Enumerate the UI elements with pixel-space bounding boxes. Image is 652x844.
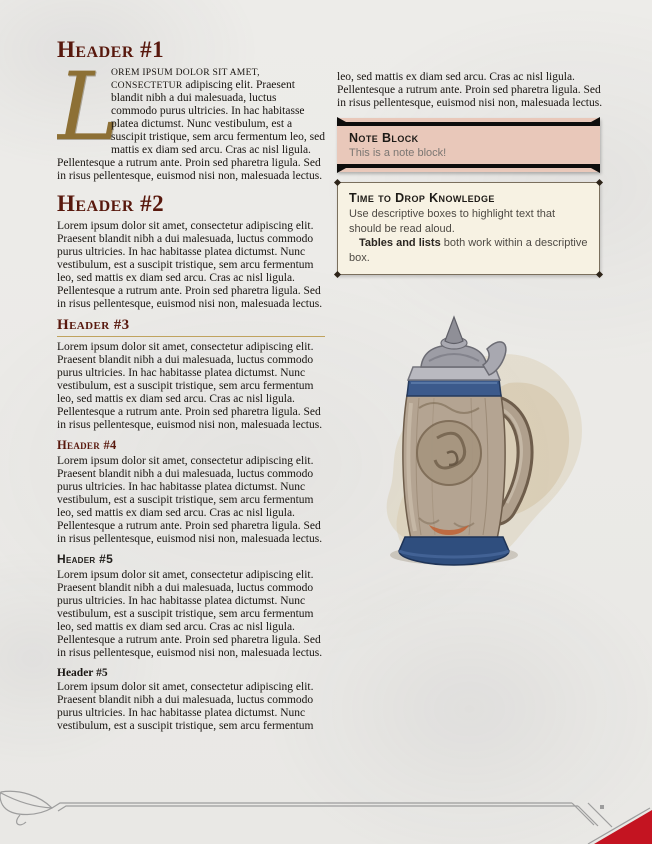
right-column <box>337 38 607 588</box>
paragraph-header2: Lorem ipsum dolor sit amet, consectetur adipiscing elit. Praesent blandit nibh a dui malesuada, luctus commodo purus ultricies. In hac habitasse platea dictumst. Nunc vestibulum, est a suscipit tristique, sem arcu fermentum leo, sed mattis ex diam sed arcu. Cras ac nisl ligula. Pellentesque a rutrum ante. Proin sed pharetra ligula. Sed in risus pellentesque, euismod nisi non, malesuada lectus. <box>57 220 323 310</box>
note-block-body: This is a note block! <box>349 147 447 159</box>
paragraph-header4: Lorem ipsum dolor sit amet, consectetur adipiscing elit. Praesent blandit nibh a dui malesuada, luctus commodo purus ultricies. In hac habitasse platea dictumst. Nunc vestibulum, est a suscipit tristique, sem arcu fermentum leo, sed mattis ex diam sed arcu. Cras ac nisl ligula. Pellentesque a rutrum ante. Proin sed pharetra ligula. Sed in risus pellentesque, euismod nisi non, malesuada lectus. <box>57 455 323 545</box>
corner-dot-icon <box>334 179 341 186</box>
section-header-3: Header #3 <box>57 318 325 337</box>
corner-dot-icon <box>596 271 603 278</box>
note-block <box>337 118 600 172</box>
descriptive-box-line1: Use descriptive boxes to highlight text that should be read aloud. <box>349 208 556 235</box>
paragraph-header3: Lorem ipsum dolor sit amet, consectetur adipiscing elit. Praesent blandit nibh a dui malesuada, luctus commodo purus ultricies. In hac habitasse platea dictumst. Nunc vestibulum, est a suscipit tristique, sem arcu fermentum leo, sed mattis ex diam sed arcu. Cras ac nisl ligula. Pellentesque a rutrum ante. Proin sed pharetra ligula. Sed in risus pellentesque, euismod nisi non, malesuada lectus. <box>57 341 323 431</box>
continuation-paragraph: leo, sed mattis ex diam sed arcu. Cras ac nisl ligula. Pellentesque a rutrum ante. Proin sed pharetra ligula. Sed in risus pellentesque, euismod nisi non, malesuada lectus. <box>337 71 603 109</box>
beer-stein-illustration <box>359 303 599 588</box>
intro-body-text: adipiscing elit. Praesent blandit nibh a dui malesuada, luctus commodo purus ultricies. In hac habitasse platea dictumst. Nunc vestibulum, est a suscipit tristique, sem arcu fermentum leo, sed mattis ex diam sed arcu. Cras ac nisl ligula. Pellentesque a rutrum ante. Proin sed pharetra ligula. Sed in risus pellentesque, euismod nisi non, malesuada lectus. <box>57 79 325 182</box>
descriptive-box-title: Time to Drop Knowledge <box>349 191 495 205</box>
descriptive-box <box>337 182 600 275</box>
section-header-5-smallcaps: Header #5 <box>57 552 114 566</box>
drop-cap-letter: L <box>57 53 120 162</box>
section-header-2: Header #2 <box>57 191 165 216</box>
descriptive-box-line2-bold: Tables and lists <box>359 237 441 249</box>
beer-stein-image <box>359 303 599 588</box>
stein-base <box>399 537 509 565</box>
note-block-top-bar <box>337 117 600 126</box>
corner-triangle-icon <box>594 810 652 844</box>
stein-lid <box>407 317 506 396</box>
section-header-5-bold: Header #5 <box>57 667 108 679</box>
paragraph-header5: Lorem ipsum dolor sit amet, consectetur adipiscing elit. Praesent blandit nibh a dui malesuada, luctus commodo purus ultricies. In hac habitasse platea dictumst. Nunc vestibulum, est a suscipit tristique, sem arcu fermentum leo, sed mattis ex diam sed arcu. Cras ac nisl ligula. Pellentesque a rutrum ante. Proin sed pharetra ligula. Sed in risus pellentesque, euismod nisi non, malesuada lectus. <box>57 569 323 659</box>
section-header-4: Header #4 <box>57 438 117 452</box>
page-footer <box>0 788 652 844</box>
footer-ornament <box>0 788 652 844</box>
paragraph-header5-bold-truncated: Lorem ipsum dolor sit amet, consectetur adipiscing elit. Praesent blandit nibh a dui malesuada, luctus commodo purus ultricies. In hac habitasse platea dictumst. Nunc vestibulum, est a suscipit tristique, sem arcu fermentum <box>57 681 314 732</box>
descriptive-box-line2 <box>349 236 588 265</box>
intro-paragraph <box>57 53 325 183</box>
section-header-1: Header #1 <box>57 38 165 62</box>
left-column <box>57 38 325 790</box>
stein-body <box>403 395 505 539</box>
intro-lead-smallcaps: OREM IPSUM DOLOR SIT AMET, CONSECTETUR <box>111 67 260 91</box>
corner-dot-icon <box>334 271 341 278</box>
note-block-bottom-bar <box>337 164 600 173</box>
note-block-title: Note Block <box>349 131 419 145</box>
corner-dot-icon <box>596 179 603 186</box>
descriptive-box-line2-rest: both work within a descriptive box. <box>349 237 588 264</box>
footer-square-dot <box>600 805 604 809</box>
